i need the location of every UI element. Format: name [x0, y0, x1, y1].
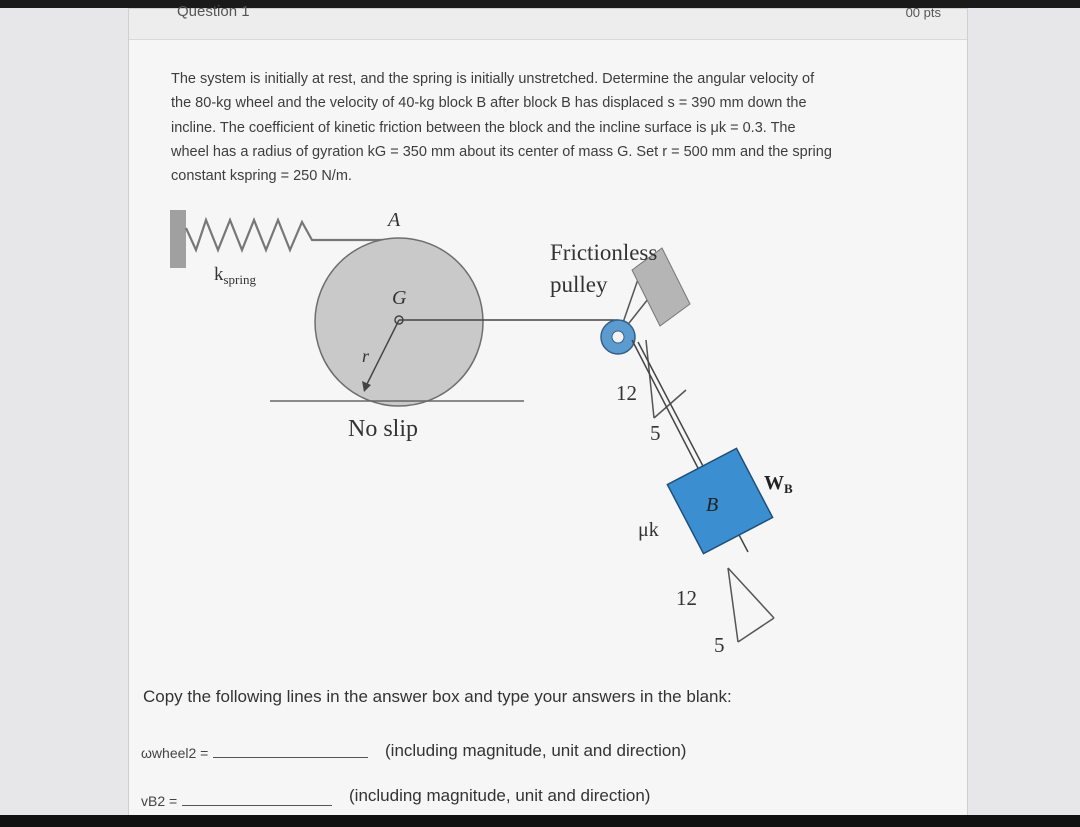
answer-row-velocity [141, 791, 332, 811]
question-title: Question 1 [177, 3, 250, 20]
slope-lower-12: 12 [676, 586, 697, 610]
problem-line: constant kspring = 250 N/m. [171, 168, 352, 185]
velocity-answer-blank[interactable] [182, 805, 332, 806]
label-r: r [362, 346, 370, 366]
slope-upper-12: 12 [616, 381, 637, 405]
pulley-axle [612, 331, 624, 343]
edge-mark [0, 60, 6, 74]
label-wb: $W_B$ [764, 472, 793, 496]
label-a: A [388, 209, 401, 231]
label-mu-k: μk [638, 519, 659, 541]
omega-note: (including magnitude, unit and direction) [385, 741, 687, 760]
bottom-bar [0, 815, 1080, 827]
problem-statement [171, 67, 961, 188]
label-pulley: pulley [550, 272, 608, 297]
slope-triangle-lower [738, 618, 774, 642]
label-frictionless: Frictionless [550, 240, 658, 265]
omega-answer-blank[interactable] [213, 757, 368, 758]
label-no-slip: No slip [348, 416, 419, 442]
problem-line: The system is initially at rest, and the spring is initially unstretched. Determine the angular velocity of [171, 71, 815, 87]
problem-line: incline. The coefficient of kinetic friction between the block and the incline surface is μk = 0.3. The [171, 119, 796, 136]
label-k-spring: $k_{spring}$ [214, 264, 256, 287]
answer-row-omega [141, 743, 368, 763]
block-b [667, 448, 772, 553]
omega-label: ωwheel2 = [141, 745, 209, 761]
problem-line: the 80-kg wheel and the velocity of 40-kg block B after block B has displaced s = 390 mm down the [171, 95, 807, 112]
problem-line: wheel has a radius of gyration kG = 350 mm about its center of mass G. Set r = 500 mm and the spring [171, 143, 832, 160]
question-header [129, 3, 967, 40]
slope-triangle-lower [728, 568, 738, 642]
mechanics-diagram [166, 200, 806, 660]
velocity-note: (including magnitude, unit and direction) [349, 786, 651, 805]
cable-incline [632, 340, 700, 472]
question-points: 00 pts [905, 5, 941, 20]
slope-lower-5: 5 [714, 633, 725, 657]
spring-wall [170, 210, 186, 268]
slope-triangle-lower [728, 568, 774, 618]
label-g: G [392, 287, 407, 309]
slope-upper-5: 5 [650, 421, 661, 445]
velocity-label: vB2 = [141, 793, 178, 809]
wheel [315, 238, 483, 406]
label-b: B [706, 494, 719, 516]
answer-instruction: Copy the following lines in the answer box and type your answers in the blank: [143, 687, 732, 706]
spring-icon [186, 220, 386, 250]
